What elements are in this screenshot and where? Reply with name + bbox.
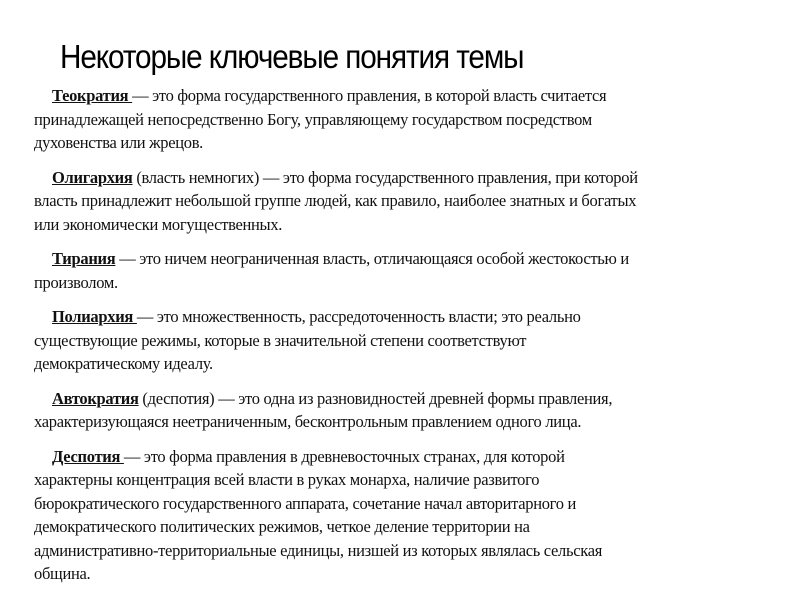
term-keyword: Автократия — [52, 388, 139, 408]
definition-line: духовенства или жрецов. — [34, 133, 204, 152]
definition-tyranny — [34, 247, 774, 294]
definition-oligarchy — [34, 166, 774, 237]
definition-line: Автократия (деспотия) — это одна из разновидностей древней формы правления, — [52, 388, 613, 408]
definition-line: характерны концентрация всей власти в руках монарха, наличие развитого — [34, 470, 540, 489]
definition-autocracy — [34, 387, 774, 434]
definition-line: существующие режимы, которые в значительной степени соответствуют — [34, 330, 527, 350]
definition-line: Олигархия (власть немногих) — это форма государственного правления, при которой — [52, 167, 638, 187]
definitions-list — [34, 84, 774, 597]
definition-line: принадлежащей непосредственно Богу, управляющему государством посредством — [34, 109, 592, 129]
definition-despotism — [34, 445, 774, 586]
definition-line: бюрократического государственного аппарата, сочетание начал авторитарного и — [34, 493, 577, 513]
definition-line: демократического политических режимов, четкое деление территории на — [34, 517, 530, 536]
definition-line: община. — [34, 564, 91, 583]
definition-polyarchy — [34, 305, 774, 376]
slide-title: Некоторые ключевые понятия темы — [60, 38, 524, 75]
definition-line: Тирания — это ничем неограниченная власть, отличающаяся особой жестокостью и — [52, 249, 629, 268]
definition-line: или экономически могущественных. — [34, 214, 283, 234]
definition-theocracy — [34, 84, 774, 155]
definition-line: Теократия — это форма государственного правления, в которой власть считается — [52, 86, 607, 105]
term-keyword: Деспотия — [52, 446, 124, 466]
definition-line: Деспотия — это форма правления в древневосточных странах, для которой — [52, 446, 565, 466]
definition-line: власть принадлежит небольшой группе людей, как правило, наиболее знатных и богатых — [34, 191, 637, 210]
definition-line: Полиархия — это множественность, рассредоточенность власти; это реально — [52, 307, 581, 326]
definition-line: демократическому идеалу. — [34, 354, 213, 373]
definition-line: произволом. — [34, 272, 118, 292]
term-keyword: Полиархия — [52, 307, 137, 326]
definition-line: характеризующаяся неетраниченным, бесконтрольным правлением одного лица. — [34, 412, 582, 431]
term-keyword: Олигархия — [52, 167, 133, 187]
term-keyword: Тирания — [52, 249, 116, 268]
term-keyword: Теократия — [52, 86, 133, 105]
definition-line: административно-территориальные единицы, низшей из которых являлась сельская — [34, 540, 603, 560]
